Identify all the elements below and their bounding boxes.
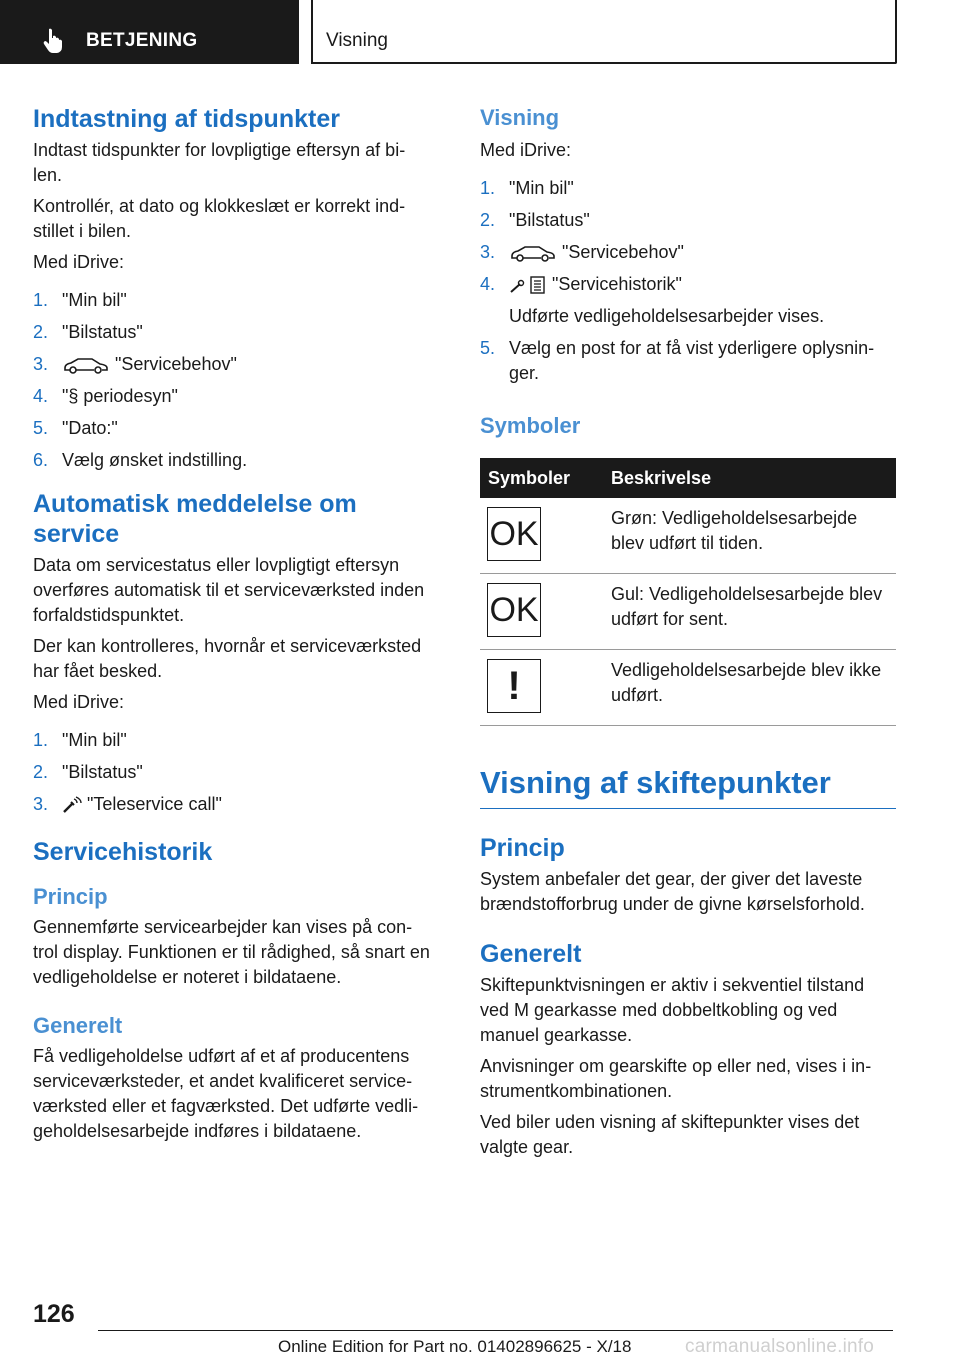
page-header (0, 0, 960, 66)
paragraph: Der kan kontrolleres, hvornår et serviceværksted har fået besked. (33, 636, 422, 681)
list-item (33, 288, 448, 313)
list-text: "Dato:" (62, 418, 118, 438)
list-item (480, 208, 896, 233)
list-number: 5. (33, 418, 49, 438)
text: Anvisninger om gearskifte op eller ned, vises i in- strumentkombinationen. (480, 1056, 872, 1101)
list-item (33, 352, 448, 377)
paragraph: System anbefaler det gear, der giver det laveste brændstofforbrug under de givne kørselsforhold. (480, 869, 865, 914)
list-text: "Min bil" (62, 730, 127, 750)
list-number: 4. (33, 386, 49, 406)
list-item (33, 416, 448, 441)
text: Kontrollér, at dato og klokkeslæt er korrekt ind- stillet i bilen. (33, 196, 406, 241)
column-header-beskrivelse: Beskrivelse (611, 468, 712, 488)
list-text: "Bilstatus" (62, 762, 143, 782)
symbols-table (480, 458, 896, 726)
list-item (480, 272, 896, 329)
section-tab (0, 0, 299, 64)
ok-green-icon: OK (487, 507, 541, 561)
list-item (480, 336, 896, 386)
subsection-tab (311, 0, 897, 64)
list-item (33, 760, 448, 785)
list-text: "Min bil" (509, 178, 574, 198)
column-header-symboler: Symboler (488, 468, 571, 488)
list-item (33, 384, 448, 409)
list-number: 2. (33, 762, 49, 782)
heading-indtastning: Indtastning af tidspunkter (33, 105, 340, 133)
page-number: 126 (33, 1300, 75, 1328)
list-item (33, 448, 448, 473)
text: Indtast tidspunkter for lovpligtige eftersyn af bi- len. (33, 140, 406, 185)
paragraph: Ved biler uden visning af skiftepunkter vises det valgte gear. (480, 1112, 860, 1157)
section-label: BETJENING (86, 30, 198, 51)
exclamation-icon: ! (487, 659, 541, 713)
list-text: "Bilstatus" (509, 210, 590, 230)
list-text: "Servicehistorik" (552, 274, 682, 294)
list-number: 1. (480, 178, 496, 198)
subheading-symboler: Symboler (480, 413, 581, 438)
subheading-generelt: Generelt (33, 1013, 123, 1038)
table-row (480, 650, 896, 726)
wrench-signal-icon (62, 795, 82, 815)
list-text: "Servicebehov" (115, 354, 237, 374)
subsection-label: Visning (326, 30, 388, 51)
paragraph: Skiftepunktvisningen er aktiv i sekventiel tilstand ved M gearkasse med dobbeltkobling og ved manuel gearkasse. (480, 975, 865, 1045)
left-column (33, 104, 448, 1144)
list-number: 6. (33, 450, 49, 470)
row-description: Gul: Vedligeholdelsesarbejde blev udført for sent. (611, 584, 883, 629)
subheading-princip: Princip (480, 834, 565, 862)
list-number: 1. (33, 730, 49, 750)
footer-divider (98, 1330, 893, 1331)
table-row (480, 574, 896, 650)
subheading-princip: Princip (33, 884, 108, 909)
row-description: Vedligeholdelsesarbejde blev ikke udført. (611, 660, 882, 705)
list-text: "§ periodesyn" (62, 386, 178, 406)
text: Gennemførte servicearbejder kan vises på con- trol display. Funktionen er til rådighed, så snart en vedligeholdelse er noteret i bildataene. (33, 917, 430, 987)
list-number: 1. (33, 290, 49, 310)
list-number: 2. (480, 210, 496, 230)
watermark: carmanualsonline.info (685, 1336, 875, 1357)
paragraph: Med iDrive: (33, 692, 125, 712)
subheading-generelt: Generelt (480, 940, 582, 968)
table-header (480, 458, 896, 498)
paragraph (33, 138, 448, 188)
list-number: 4. (480, 274, 496, 294)
paragraph: Med iDrive: (33, 252, 125, 272)
list-item (33, 320, 448, 345)
step-note: Udførte vedligeholdelsesarbejder vises. (509, 306, 825, 326)
hand-pointer-icon (42, 27, 68, 53)
car-service-icon (62, 356, 110, 374)
list-number: 5. (480, 338, 496, 358)
list-number: 3. (33, 794, 49, 814)
list-number: 2. (33, 322, 49, 342)
list-item (480, 240, 896, 265)
row-description: Grøn: Vedligeholdelsesarbejde blev udført til tiden. (611, 508, 858, 553)
car-service-icon (509, 244, 557, 262)
list-text: "Bilstatus" (62, 322, 143, 342)
heading-skiftepunkter: Visning af skiftepunkter (480, 764, 896, 809)
list-item (33, 728, 448, 753)
heading-automatisk: Automatisk meddelelse om service (33, 490, 357, 548)
paragraph (33, 915, 448, 990)
subheading-visning: Visning (480, 105, 560, 130)
list-text: Vælg ønsket indstilling. (62, 450, 248, 470)
list-text: "Min bil" (62, 290, 127, 310)
text: Få vedligeholdelse udført af et af producentens serviceværksteder, et andet kvalificeret service- værksted eller et fagværksted. Det udførte vedli- geholdelsesarbejde indføres i bildataene. (33, 1046, 419, 1141)
paragraph: Med iDrive: (480, 140, 572, 160)
list-number: 3. (480, 242, 496, 262)
list-text: "Servicebehov" (562, 242, 684, 262)
ok-yellow-icon: OK (487, 583, 541, 637)
right-column (480, 104, 896, 1160)
paragraph (33, 194, 448, 244)
list-item (480, 176, 896, 201)
table-row (480, 498, 896, 574)
paragraph (480, 1054, 896, 1104)
list-item (33, 792, 448, 817)
heading-servicehistorik: Servicehistorik (33, 838, 213, 866)
paragraph: Data om servicestatus eller lovpligtigt eftersyn overføres automatisk til et serviceværksted inden forfaldstidspunktet. (33, 555, 425, 625)
service-history-icon (509, 275, 547, 295)
list-number: 3. (33, 354, 49, 374)
list-text: "Teleservice call" (87, 794, 222, 814)
edition-text: Online Edition for Part no. 01402896625 - X/18 (278, 1337, 632, 1356)
list-text: Vælg en post for at få vist yderligere oplysnin- ger. (509, 338, 875, 383)
paragraph (33, 1044, 448, 1144)
